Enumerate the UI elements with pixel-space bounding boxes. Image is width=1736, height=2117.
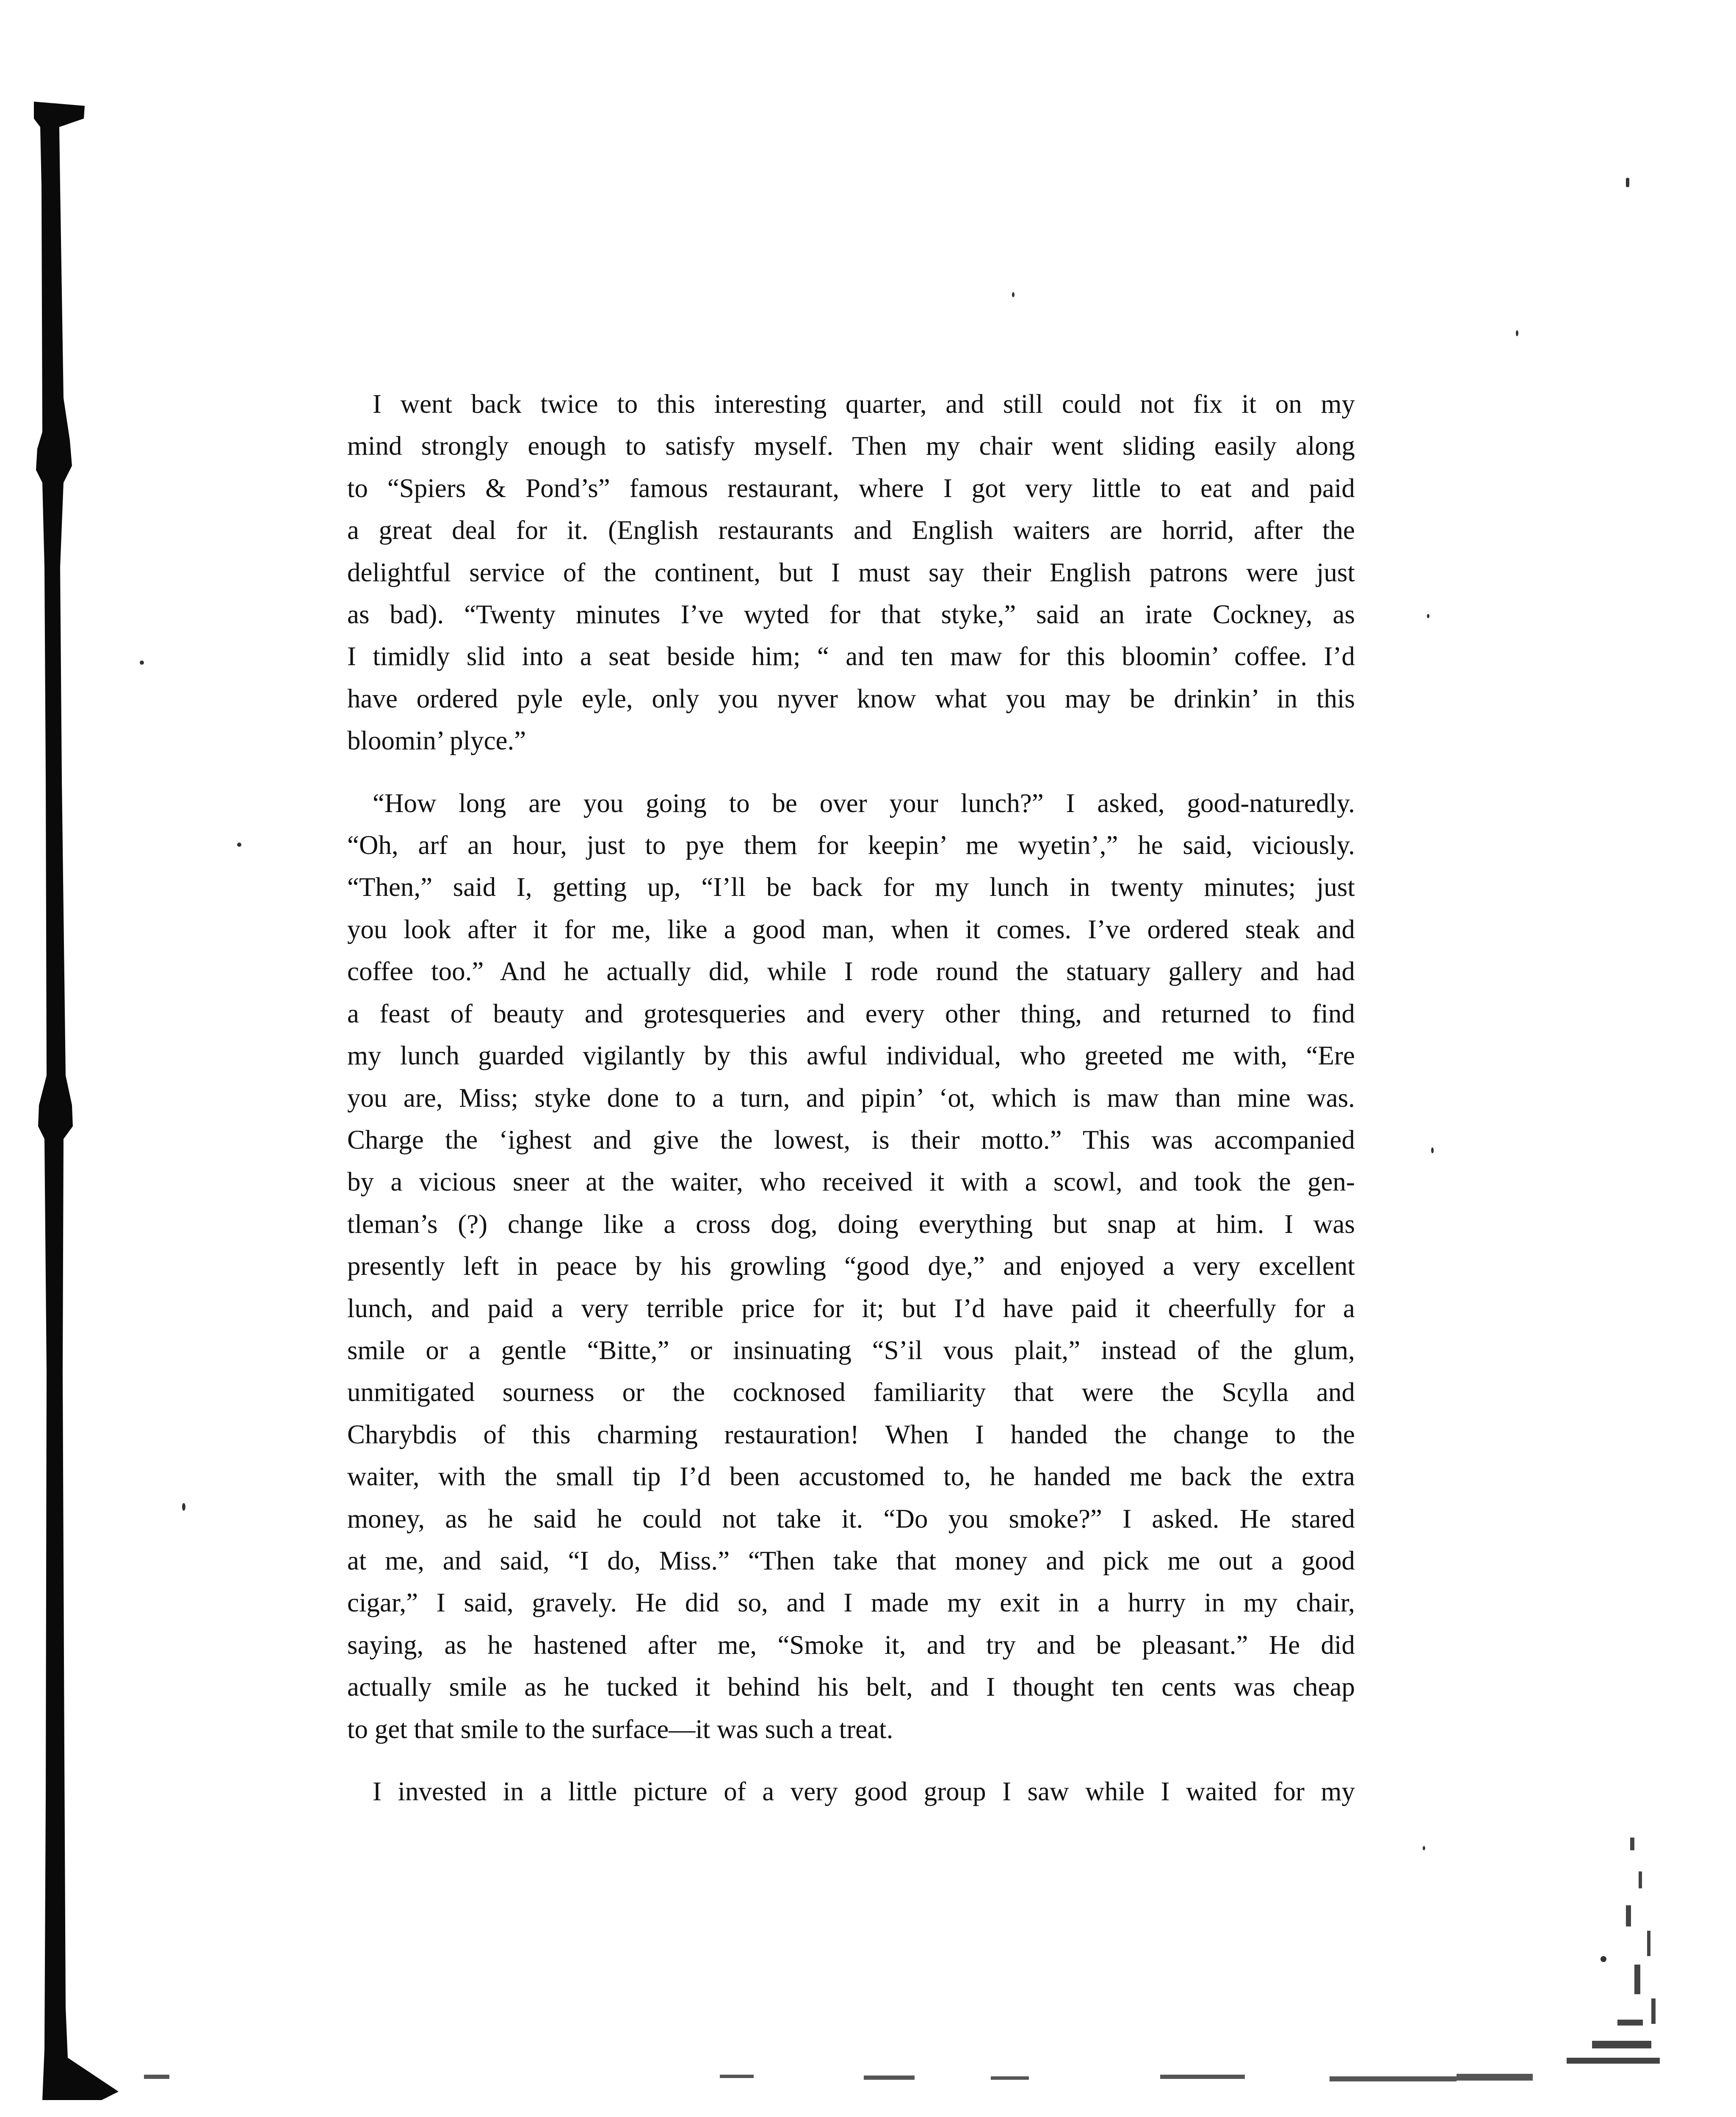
text-line: Charybdis of this charming restauration! When I handed the change to the xyxy=(347,1419,1355,1449)
text-line: cigar,” I said, gravely. He did so, and I made my exit in a hurry in my chair, xyxy=(347,1588,1355,1618)
text-line: Charge the ‘ighest and give the lowest, is their motto.” This was accompanied xyxy=(347,1125,1355,1155)
paragraph-2 xyxy=(322,782,1355,1750)
text-line: at me, and said, “I do, Miss.” “Then take that money and pick me out a good xyxy=(347,1545,1355,1575)
text-line: tleman’s (?) change like a cross dog, doing everything but snap at him. I was xyxy=(347,1209,1355,1239)
text-line: a great deal for it. (English restaurants and English waiters are horrid, after the xyxy=(347,515,1355,545)
text-line: lunch, and paid a very terrible price for it; but I’d have paid it cheerfully for a xyxy=(347,1293,1355,1323)
text-line: “Oh, arf an hour, just to pye them for keepin’ me wyetin’,” he said, viciously. xyxy=(347,830,1355,860)
scan-speck xyxy=(237,843,241,847)
text-line: I invested in a little picture of a very good group I saw while I waited for my xyxy=(373,1777,1355,1806)
text-line: I went back twice to this interesting quarter, and still could not fix it on my xyxy=(373,389,1355,419)
text-line: as bad). “Twenty minutes I’ve wyted for that styke,” said an irate Cockney, as xyxy=(347,600,1355,630)
text-line: delightful service of the continent, but I must say their English patrons were just xyxy=(347,557,1355,587)
scan-speck xyxy=(1626,178,1629,187)
scan-noise-bottom xyxy=(144,2066,1541,2092)
scan-speck xyxy=(1012,292,1015,297)
text-line: by a vicious sneer at the waiter, who received it with a scowl, and took the gen- xyxy=(347,1167,1355,1197)
text-line: “Then,” said I, getting up, “I’ll be back for my lunch in twenty minutes; just xyxy=(347,872,1355,902)
body-text xyxy=(322,383,1355,1813)
text-line: waiter, with the small tip I’d been accustomed to, he handed me back the extra xyxy=(347,1462,1355,1492)
text-line: my lunch guarded vigilantly by this awful individual, who greeted me with, “Ere xyxy=(347,1041,1355,1071)
text-line: “How long are you going to be over your lunch?” I asked, good-naturedly. xyxy=(373,788,1355,818)
text-line: presently left in peace by his growling “good dye,” and enjoyed a very excellent xyxy=(347,1251,1355,1281)
text-line: you are, Miss; styke done to a turn, and pipin’ ‘ot, which is maw than mine was. xyxy=(347,1083,1355,1113)
text-line: mind strongly enough to satisfy myself. Then my chair went sliding easily along xyxy=(347,431,1355,461)
text-line: to get that smile to the surface—it was such a treat. xyxy=(347,1714,893,1744)
text-line: actually smile as he tucked it behind his belt, and I thought ten cents was cheap xyxy=(347,1672,1355,1702)
text-line: have ordered pyle eyle, only you nyver know what you may be drinkin’ in this xyxy=(347,683,1355,713)
text-line: bloomin’ plyce.” xyxy=(347,726,526,756)
paragraph-3 xyxy=(322,1771,1355,1813)
scan-speck xyxy=(1431,1147,1434,1153)
text-line: a feast of beauty and grotesqueries and every other thing, and returned to find xyxy=(347,998,1355,1028)
scan-speck xyxy=(1516,330,1518,336)
page-binding-edge xyxy=(34,102,119,2100)
paragraph-1 xyxy=(322,383,1355,762)
scan-speck xyxy=(182,1503,185,1511)
scan-speck xyxy=(1423,1846,1425,1850)
scan-speck xyxy=(1427,614,1429,618)
text-line: unmitigated sourness or the cocknosed familiarity that were the Scylla and xyxy=(347,1377,1355,1407)
text-line: to “Spiers & Pond’s” famous restaurant, where I got very little to eat and paid xyxy=(347,473,1355,503)
text-line: saying, as he hastened after me, “Smoke it, and try and be pleasant.” He did xyxy=(347,1630,1355,1660)
text-line: money, as he said he could not take it. “Do you smoke?” I asked. He stared xyxy=(347,1503,1355,1534)
scan-speck xyxy=(140,661,144,665)
text-line: smile or a gentle “Bitte,” or insinuating “S’il vous plait,” instead of the glum, xyxy=(347,1335,1355,1365)
scan-noise-right xyxy=(1567,1821,1672,2096)
text-line: you look after it for me, like a good man, when it comes. I’ve ordered steak and xyxy=(347,914,1355,944)
text-line: I timidly slid into a seat beside him; “ and ten maw for this bloomin’ coffee. I’d xyxy=(347,641,1355,672)
text-line: coffee too.” And he actually did, while I rode round the statuary gallery and had xyxy=(347,956,1355,987)
binding-edge-graphic xyxy=(34,102,119,2100)
